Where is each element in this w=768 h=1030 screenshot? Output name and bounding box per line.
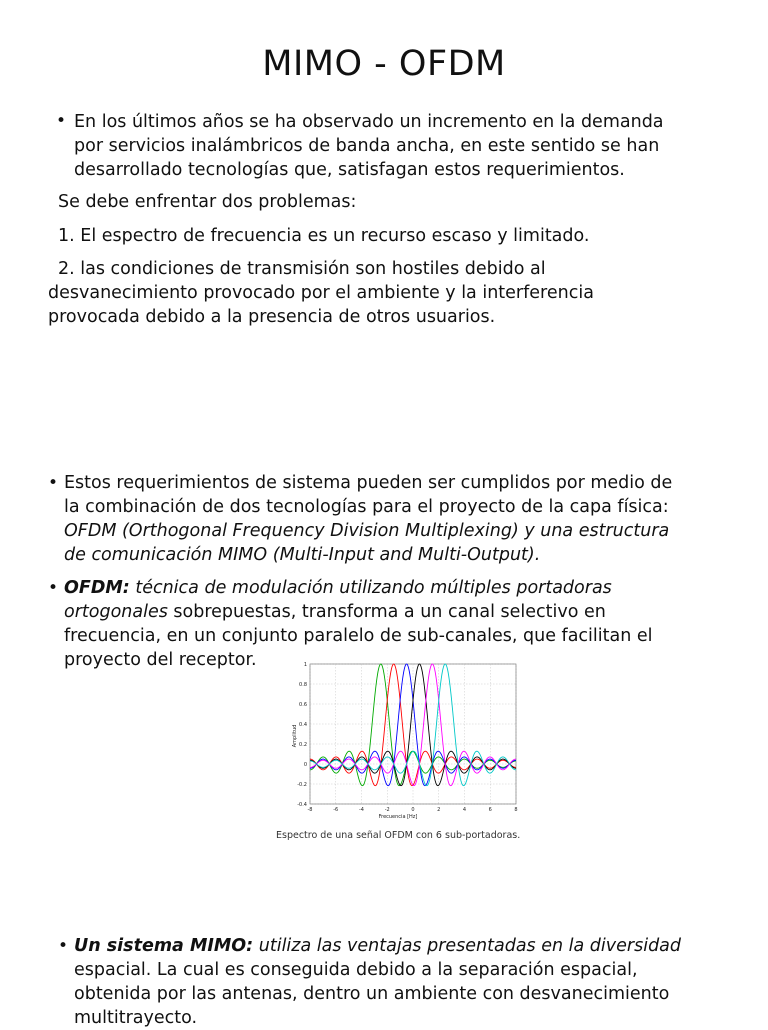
ofdm-line-1: técnica de modulación utilizando múltiples portadoras [129,578,612,598]
x-tick-label: 6 [488,807,492,813]
paragraph-mimo [74,934,681,1030]
y-tick-label: -0.4 [297,801,307,808]
bullet-4: • [58,936,69,956]
ofdm-line-4: proyecto del receptor. [64,650,257,670]
y-axis-label: Amplitud [292,724,298,748]
ofdm-term: OFDM: [64,578,130,598]
req-line-2: la combinación de dos tecnologías para el proyecto de la capa física: [64,497,669,517]
figure-caption: Espectro de una señal OFDM con 6 sub-portadoras. [276,830,521,841]
ofdm-spectrum-chart [276,658,521,848]
ofdm-line-2: sobrepuestas, transforma a un canal selectivo en [167,602,606,622]
bullet-2: • [48,473,59,493]
problem-2-line-3: provocada debido a la presencia de otros usuarios. [48,307,496,327]
y-tick-label: 0 [303,761,307,768]
req-line-3: OFDM (Orthogonal Frequency Division Multiplexing) y una estructura [64,521,670,541]
ofdm-line-2-italic: ortogonales [64,602,168,622]
problem-1: 1. El espectro de frecuencia es un recurso escaso y limitado. [58,226,590,246]
intro-line-1: En los últimos años se ha observado un incremento en la demanda [74,112,664,132]
problem-2 [48,257,594,329]
x-tick-label: 8 [514,807,518,813]
mimo-line-2: espacial. La cual es conseguida debido a la separación espacial, [74,960,638,980]
paragraph-requirements [64,471,672,567]
page-title: MIMO - OFDM [262,44,506,84]
problem-2-line-2: desvanecimiento provocado por el ambiente y la interferencia [48,283,594,303]
x-tick-label: 0 [411,807,415,813]
paragraph-intro [74,110,664,182]
mimo-line-3: obtenida por las antenas, dentro un ambiente con desvanecimiento [74,984,670,1004]
y-tick-label: 0.8 [299,681,307,688]
x-tick-label: 4 [462,807,467,813]
x-axis-label: Frecuencia [Hz] [378,814,418,820]
y-tick-label: -0.2 [297,781,307,788]
req-line-4: de comunicación MIMO (Multi-Input and Multi-Output). [64,545,541,565]
chart-grid [310,664,516,804]
req-line-1: Estos requerimientos de sistema pueden ser cumplidos por medio de [64,473,673,493]
y-tick-label: 0.4 [299,721,307,728]
y-tick-label: 0.6 [299,701,307,708]
mimo-term: Un sistema MIMO: [74,936,254,956]
bullet-1: • [56,111,67,131]
intro-line-3: desarrollado tecnologías que, satisfagan estos requerimientos. [74,160,625,180]
y-tick-label: 1 [303,661,307,668]
mimo-line-1: utiliza las ventajas presentadas en la diversidad [253,936,682,956]
y-tick-label: 0.2 [299,741,307,748]
intro-line-2: por servicios inalámbricos de banda ancha, en este sentido se han [74,136,660,156]
bullet-3: • [48,578,59,598]
x-tick-label: -8 [307,807,313,813]
mimo-line-4: multitrayecto. [74,1008,198,1028]
x-tick-label: 2 [437,807,441,813]
x-tick-label: -6 [333,807,339,813]
x-tick-label: -2 [384,807,390,813]
ofdm-line-3: frecuencia, en un conjunto paralelo de sub-canales, que facilitan el [64,626,653,646]
problem-2-line-1: 2. las condiciones de transmisión son hostiles debido al [58,259,546,279]
problems-heading: Se debe enfrentar dos problemas: [58,192,357,212]
x-tick-label: -4 [359,807,364,813]
